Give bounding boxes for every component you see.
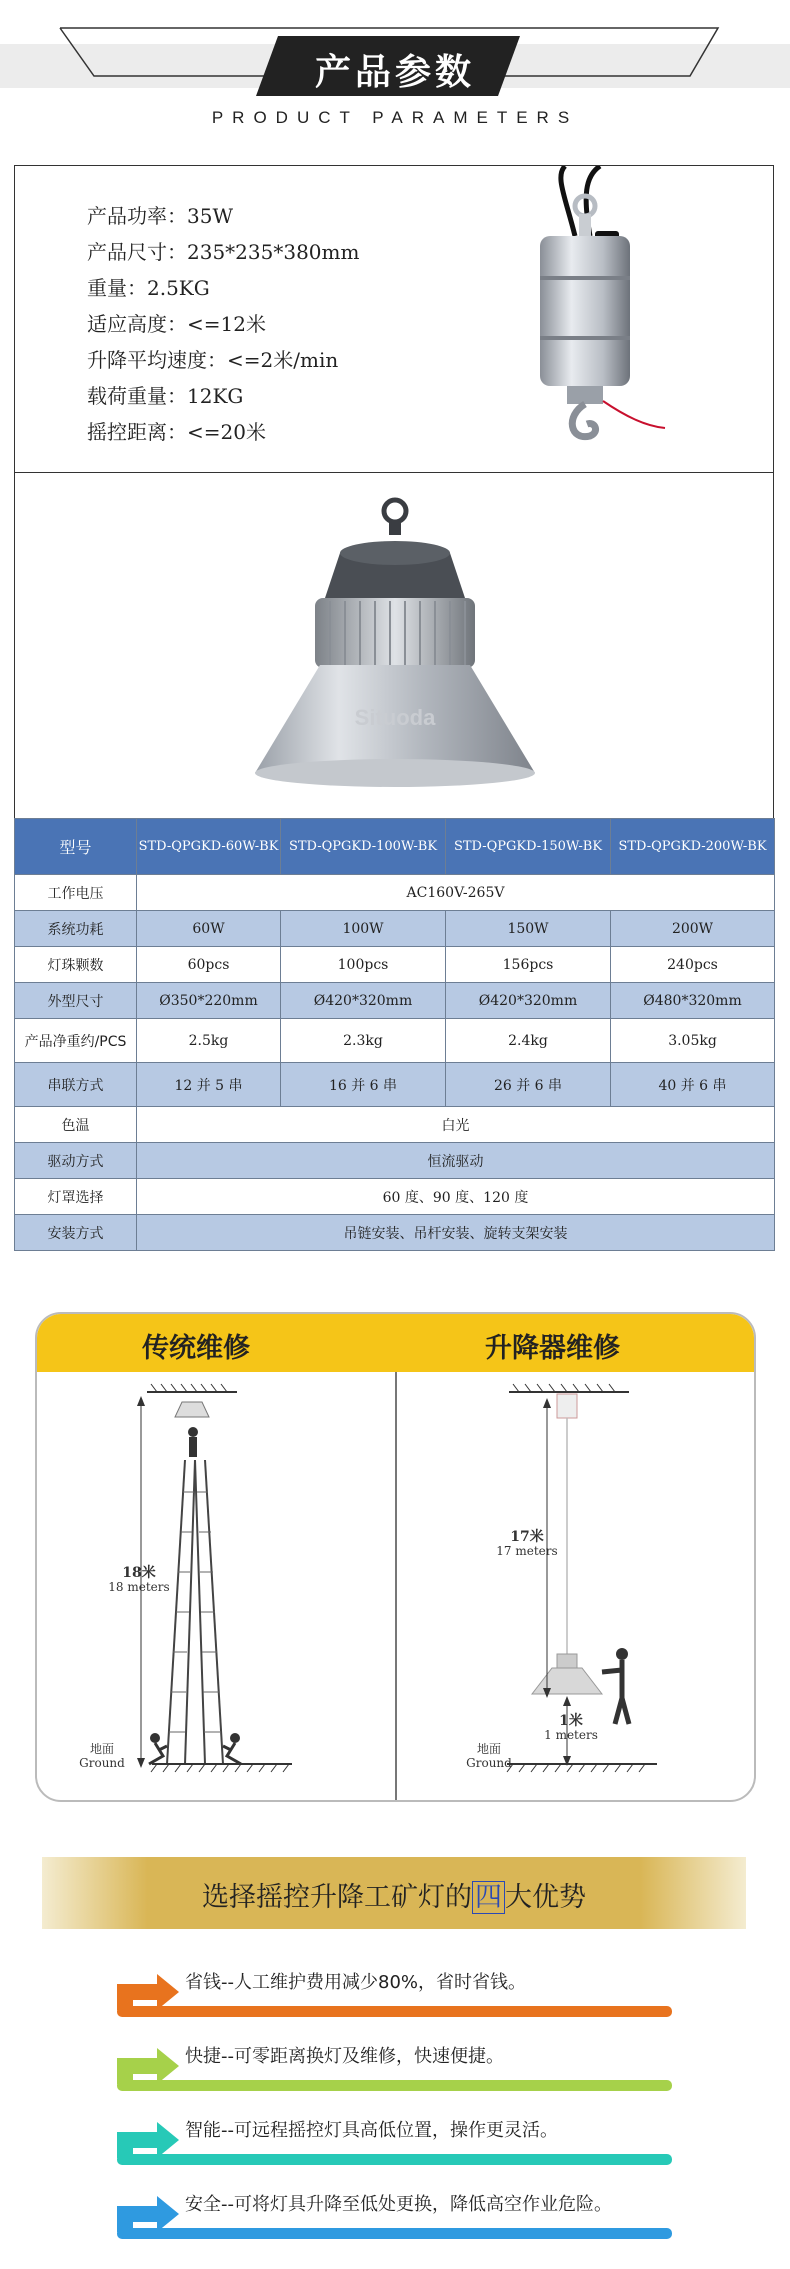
spec-list xyxy=(87,198,359,450)
page-subtitle: PRODUCT PARAMETERS xyxy=(211,108,579,127)
right-ground-cn: 地面 xyxy=(476,1742,501,1756)
table-cell: 26 并 6 串 xyxy=(446,1063,611,1107)
page-title: 产品参数 xyxy=(314,52,475,93)
lifter-title: 升降器维修 xyxy=(485,1333,620,1364)
right-height-label xyxy=(487,1530,567,1558)
table-row xyxy=(15,875,775,911)
spec-remote: 摇控距离：<=20米 xyxy=(87,420,266,444)
table-cell: 12 并 5 串 xyxy=(137,1063,281,1107)
advantages-title-post: 大优势 xyxy=(505,1882,586,1913)
table-cell: Ø480*320mm xyxy=(611,983,775,1019)
advantage-text: 快捷--可零距离换灯及维修，快速便捷。 xyxy=(185,2046,504,2067)
spec-table xyxy=(14,818,775,1251)
spec-size: 产品尺寸：235*235*380mm xyxy=(87,240,360,264)
table-cell: 60pcs xyxy=(137,947,281,983)
table-cell: 150W xyxy=(446,911,611,947)
table-header-cell: STD-QPGKD-100W-BK xyxy=(281,819,446,875)
table-row xyxy=(15,983,775,1019)
table-cell: 吊链安装、吊杆安装、旋转支架安装 xyxy=(137,1215,775,1251)
table-cell: AC160V-265V xyxy=(137,875,775,911)
right-ground-en: Ground xyxy=(466,1756,512,1770)
advantages-title xyxy=(42,1875,746,1914)
table-row xyxy=(15,1107,775,1143)
table-cell: 60W xyxy=(137,911,281,947)
advantage-text: 智能--可远程摇控灯具高低位置，操作更灵活。 xyxy=(185,2120,558,2141)
table-cell: 16 并 6 串 xyxy=(281,1063,446,1107)
comparison-header xyxy=(37,1314,754,1372)
table-row xyxy=(15,911,775,947)
table-cell: Ø420*320mm xyxy=(281,983,446,1019)
right-height-en: 17 meters xyxy=(496,1544,558,1558)
table-cell: 156pcs xyxy=(446,947,611,983)
table-cell: Ø420*320mm xyxy=(446,983,611,1019)
table-cell: 恒流驱动 xyxy=(137,1143,775,1179)
table-cell: 2.4kg xyxy=(446,1019,611,1063)
right-low-cn: 1米 xyxy=(559,1713,583,1729)
high-bay-lamp-image xyxy=(235,493,555,813)
row-label: 产品净重约/PCS xyxy=(15,1019,137,1063)
right-height-cn: 17米 xyxy=(510,1529,544,1545)
row-label: 系统功耗 xyxy=(15,911,137,947)
table-header-row xyxy=(15,819,775,875)
left-ground-cn: 地面 xyxy=(89,1742,114,1756)
row-label: 灯罩选择 xyxy=(15,1179,137,1215)
left-ground-en: Ground xyxy=(79,1756,125,1770)
advantages-banner xyxy=(42,1857,746,1929)
advantages-title-highlight: 四 xyxy=(472,1881,505,1914)
table-cell: 2.3kg xyxy=(281,1019,446,1063)
table-row xyxy=(15,1179,775,1215)
lamp-photo-panel xyxy=(14,472,774,818)
row-label: 外型尺寸 xyxy=(15,983,137,1019)
table-header-cell: STD-QPGKD-60W-BK xyxy=(137,819,281,875)
table-cell: 100W xyxy=(281,911,446,947)
row-label: 灯珠颗数 xyxy=(15,947,137,983)
maintenance-comparison xyxy=(35,1312,756,1802)
spec-power: 产品功率：35W xyxy=(87,204,234,228)
table-cell: 40 并 6 串 xyxy=(611,1063,775,1107)
table-header-cell: STD-QPGKD-200W-BK xyxy=(611,819,775,875)
table-cell: 2.5kg xyxy=(137,1019,281,1063)
row-label: 驱动方式 xyxy=(15,1143,137,1179)
table-row xyxy=(15,1063,775,1107)
table-row xyxy=(15,1215,775,1251)
left-height-label xyxy=(99,1566,179,1594)
spec-load: 载荷重量：12KG xyxy=(87,384,244,408)
advantage-text: 安全--可将灯具升降至低处更换，降低高空作业危险。 xyxy=(185,2194,612,2215)
advantages-title-pre: 选择摇控升降工矿灯的 xyxy=(202,1882,472,1913)
traditional-title: 传统维修 xyxy=(142,1333,250,1364)
left-ground-label xyxy=(72,1742,132,1770)
spec-weight: 重量：2.5KG xyxy=(87,276,210,300)
spec-panel xyxy=(14,165,774,472)
lifter-device-image xyxy=(495,166,695,466)
spec-height: 适应高度：<=12米 xyxy=(87,312,266,336)
advantage-item xyxy=(105,2110,675,2170)
advantage-item xyxy=(105,1962,675,2022)
right-low-label xyxy=(541,1714,601,1742)
table-row xyxy=(15,1019,775,1063)
advantage-text: 省钱--人工维护费用减少80%，省时省钱。 xyxy=(185,1972,526,1993)
table-cell: 白光 xyxy=(137,1107,775,1143)
row-label: 工作电压 xyxy=(15,875,137,911)
advantage-item xyxy=(105,2184,675,2244)
table-cell: 240pcs xyxy=(611,947,775,983)
section-header xyxy=(0,0,790,140)
table-cell: 200W xyxy=(611,911,775,947)
row-label: 串联方式 xyxy=(15,1063,137,1107)
advantage-item xyxy=(105,2036,675,2096)
right-ground-label xyxy=(459,1742,519,1770)
right-low-en: 1 meters xyxy=(544,1728,598,1742)
table-cell: 60 度、90 度、120 度 xyxy=(137,1179,775,1215)
table-header-model: 型号 xyxy=(15,819,137,875)
row-label: 色温 xyxy=(15,1107,137,1143)
table-cell: Ø350*220mm xyxy=(137,983,281,1019)
table-cell: 100pcs xyxy=(281,947,446,983)
watermark: Situoda xyxy=(354,705,436,730)
table-row xyxy=(15,1143,775,1179)
left-height-cn: 18米 xyxy=(122,1565,156,1581)
row-label: 安装方式 xyxy=(15,1215,137,1251)
table-cell: 3.05kg xyxy=(611,1019,775,1063)
left-height-en: 18 meters xyxy=(108,1580,170,1594)
table-row xyxy=(15,947,775,983)
spec-speed: 升降平均速度：<=2米/min xyxy=(87,348,339,372)
table-header-cell: STD-QPGKD-150W-BK xyxy=(446,819,611,875)
